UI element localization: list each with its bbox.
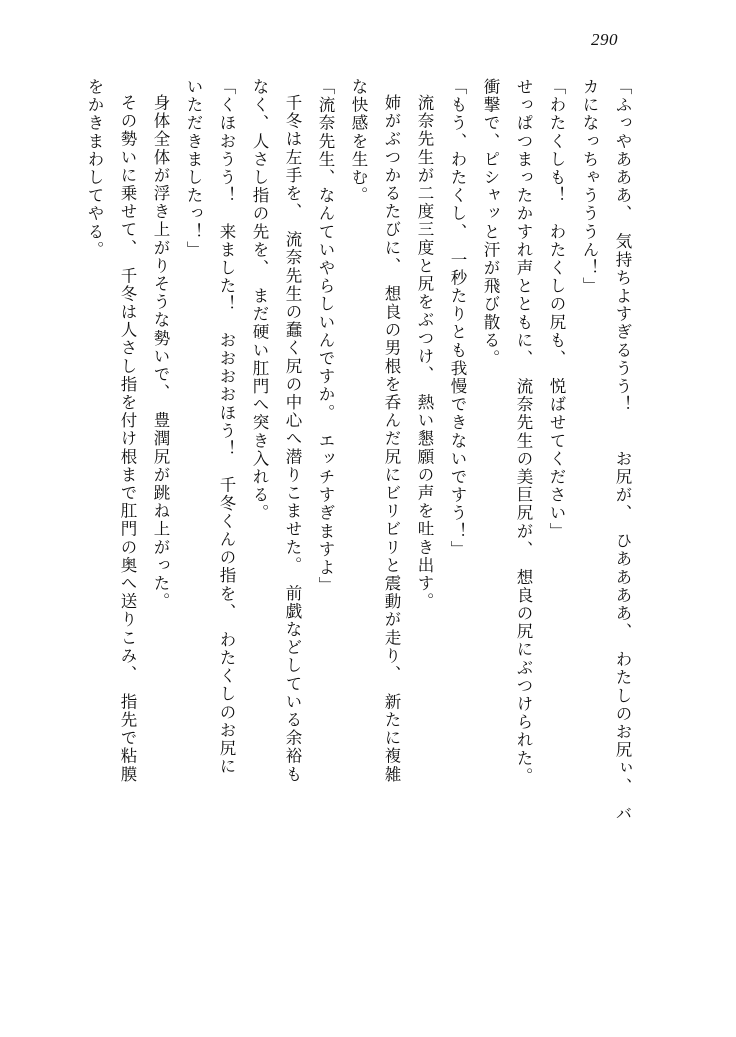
text-column: 「もう、わたくし、 一秒たりとも我慢できないですう！」 [448,78,467,559]
text-column: 身体全体が浮き上がりそうな勢いで、 豊潤尻が跳ね上がった。 [151,94,170,611]
text-column: 「ふっやあああ、 気持ちよすぎるうう！ お尻が、 ひああああ、 わたしのお尻ぃ、 バ [613,78,632,824]
text-column: 「流奈先生、なんていやらしいんですか。 エッチすぎますよ」 [316,78,335,595]
text-column: カになっちゃうううん！」 [580,78,599,296]
page-number: 290 [591,30,618,49]
text-column: 流奈先生が二度三度と尻をぶつけ、 熱い懇願の声を吐き出す。 [415,94,434,611]
text-column: をかきまわしてやる。 [85,78,104,259]
text-column: いただきましたっ！」 [184,78,203,259]
text-column: 衝撃で、ピシャッと汗が飛び散る。 [481,78,500,368]
vertical-text-body [72,78,630,968]
text-column: 姉がぶつかるたびに、 想良の男根を呑んだ尻にビリビリと震動が走り、 新たに複雑 [382,94,401,784]
text-column: 「わたくしも！ わたくしの尻も、 悦ばせてください」 [547,78,566,541]
text-column: なく、人さし指の先を、 まだ硬い肛門へ突き入れる。 [250,78,269,523]
text-column: な快感を生む。 [349,78,368,205]
text-column: せっぱつまったかすれ声とともに、 流奈先生の美巨尻が、 想良の尻にぶつけられた。 [514,78,533,786]
text-column: 千冬は左手を、 流奈先生の蠢く尻の中心へ潜りこませた。 前戯などしている余裕も [283,94,302,784]
text-column: その勢いに乗せて、 千冬は人さし指を付け根まで肛門の奥へ送りこみ、 指先で粘膜 [118,94,137,784]
text-column: 「くほおうう！ 来ました！ おおおおほう！ 千冬くんの指を、 わたくしのお尻に [217,78,236,776]
